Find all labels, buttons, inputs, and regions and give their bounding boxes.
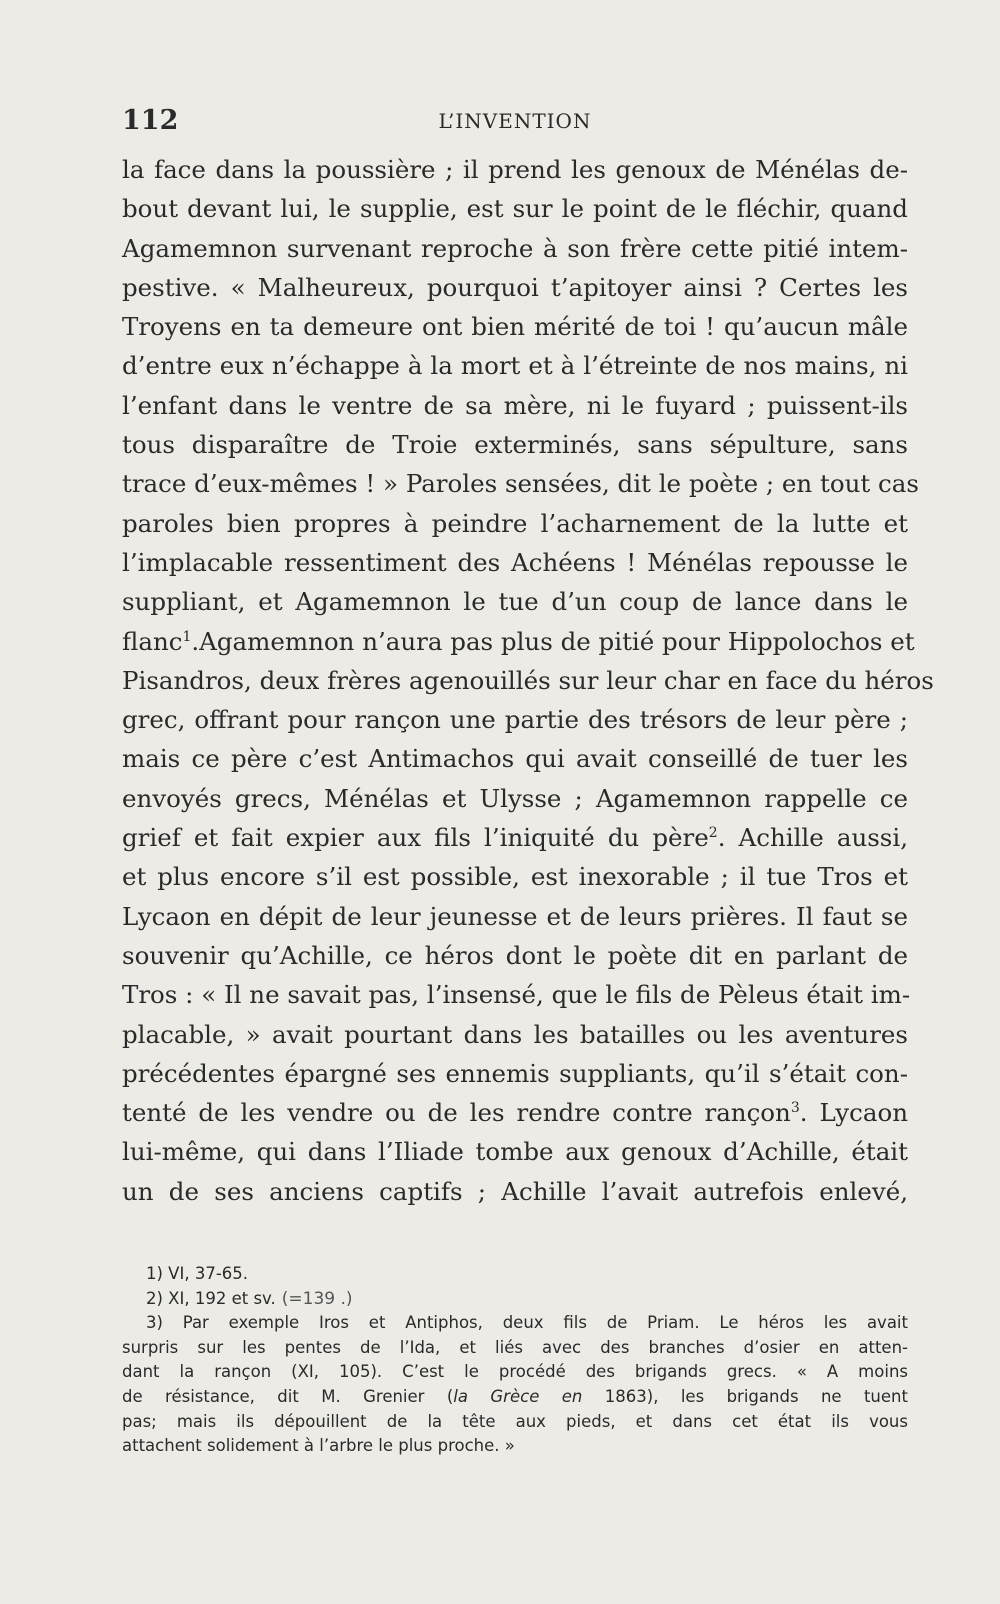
text-line (122, 622, 915, 661)
text-line: l’implacable ressentiment des Achéens ! Ménélas repousse le (122, 547, 908, 577)
italic-title: la Grèce en (453, 1386, 583, 1406)
text-line: Agamemnon survenant reproche à son frère cette pitié intem- (122, 233, 908, 263)
text-fragment: 1863), les brigands ne tuent (582, 1386, 908, 1406)
text-line: Tros : « Il ne savait pas, l’insensé, que le fils de Pèleus était im- (122, 980, 911, 1010)
footnote-mark[interactable]: 2 (708, 824, 718, 841)
footnote-3-line (122, 1385, 908, 1410)
page-number: 112 (122, 105, 179, 136)
text-line: précédentes épargné ses ennemis suppliants, qu’il s’était con- (122, 1058, 908, 1088)
footnote-1: 1) VI, 37-65. (146, 1264, 249, 1283)
text-line: mais ce père c’est Antimachos qui avait conseillé de tuer les (122, 744, 908, 774)
page-header (122, 105, 908, 141)
text-line: d’entre eux n’échappe à la mort et à l’étreinte de nos mains, ni (122, 351, 908, 381)
text-line: Lycaon en dépit de leur jeunesse et de leurs prières. Il faut se (122, 901, 908, 931)
text-line (122, 1093, 908, 1132)
text-line: souvenir qu’Achille, ce héros dont le poète dit en parlant de (122, 940, 908, 970)
footnote-3-line: surpris sur les pentes de l’Ida, et liés avec des branches d’osier en atten- (122, 1337, 908, 1357)
footnote-mark[interactable]: 1 (182, 628, 192, 645)
text-line: l’enfant dans le ventre de sa mère, ni le fuyard ; puissent-ils (122, 390, 908, 420)
text-line: bout devant lui, le supplie, est sur le point de le fléchir, quand (122, 194, 908, 224)
footnote-2 (122, 1287, 908, 1312)
footnote-text: 2) XI, 192 et sv. (146, 1288, 276, 1308)
text-line: suppliant, et Agamemnon le tue d’un coup de lance dans le (122, 587, 908, 617)
footnote-3-line: dant la rançon (XI, 105). C’est le procédé des brigands grecs. « A moins (122, 1362, 908, 1382)
text-line: Troyens en ta demeure ont bien mérité de toi ! qu’aucun mâle (122, 312, 908, 342)
text-line: lui-même, qui dans l’Iliade tombe aux genoux d’Achille, était (122, 1137, 908, 1167)
text-fragment: tenté de les vendre ou de les rendre contre rançon (122, 1098, 791, 1128)
text-line: un de ses anciens captifs ; Achille l’avait autrefois enlevé, (122, 1176, 908, 1206)
text-line: Pisandros, deux frères agenouillés sur leur char en face du héros (122, 665, 934, 695)
footnote-3-line: pas; mais ils dépouillent de la tête aux pieds, et dans cet état ils vous (122, 1411, 908, 1431)
text-line: placable, » avait pourtant dans les batailles ou les aventures (122, 1019, 908, 1049)
text-line: et plus encore s’il est possible, est inexorable ; il tue Tros et (122, 862, 908, 892)
text-fragment: . Lycaon (799, 1098, 908, 1128)
text-line: paroles bien propres à peindre l’acharnement de la lutte et (122, 508, 908, 538)
text-line: la face dans la poussière ; il prend les genoux de Ménélas de- (122, 155, 908, 184)
text-line: tous disparaître de Troie exterminés, sans sépulture, sans (122, 430, 908, 460)
text-fragment: .Agamemnon n’aura pas plus de pitié pour Hippolochos et (191, 626, 915, 656)
text-fragment: grief et fait expier aux fils l’iniquité du père (122, 823, 709, 853)
footnotes (122, 1262, 908, 1459)
text-fragment: . Achille aussi, (717, 823, 909, 853)
running-head: L’INVENTION (438, 109, 592, 133)
text-line: envoyés grecs, Ménélas et Ulysse ; Agamemnon rappelle ce (122, 783, 908, 813)
text-line: pestive. « Malheureux, pourquoi t’apitoyer ainsi ? Certes les (122, 272, 908, 302)
text-line: trace d’eux-mêmes ! » Paroles sensées, dit le poète ; en tout cas (122, 469, 919, 499)
footnote-3: 3) Par exemple Iros et Antiphos, deux fils de Priam. Le héros les avait (146, 1313, 908, 1333)
footnote-mark[interactable]: 3 (790, 1099, 800, 1116)
text-fragment: flanc (122, 626, 183, 656)
text-line: grec, offrant pour rançon une partie des trésors de leur père ; (122, 705, 908, 735)
footnote-3-line: attachent solidement à l’arbre le plus proche. » (122, 1436, 515, 1456)
handwritten-annotation: (=139 .) (281, 1288, 353, 1309)
text-line (122, 818, 908, 857)
body-text (122, 150, 934, 1211)
text-fragment: de résistance, dit M. Grenier ( (122, 1386, 454, 1406)
